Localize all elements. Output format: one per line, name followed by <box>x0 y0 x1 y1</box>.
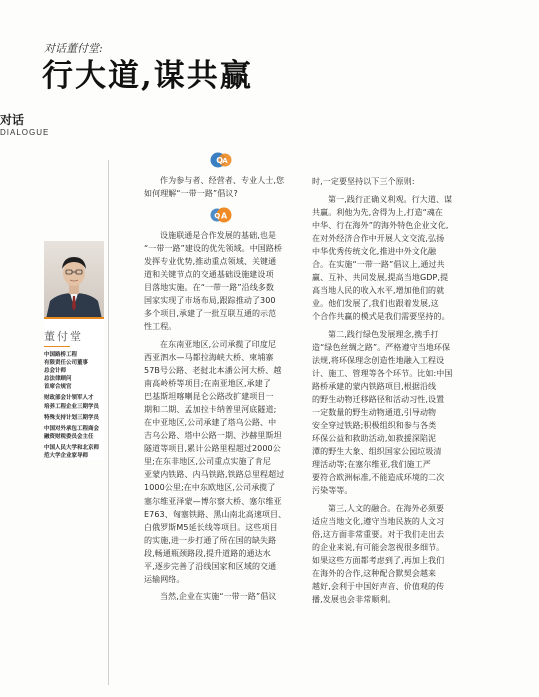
text-line: 业。他们发展了,我们也跟着发展,这 <box>312 298 439 308</box>
answer-text-continued <box>312 175 466 606</box>
text-line: 中华、行在海外”的海外特色企业文化, <box>312 220 449 230</box>
paragraph <box>312 328 466 498</box>
text-line: 隧道等项目,累计公路里程超过2000公 <box>144 444 281 454</box>
text-line: 如何理解“一带一路”倡议? <box>144 189 238 199</box>
article-column-2 <box>312 175 466 606</box>
column-divider <box>108 160 109 685</box>
text-line: 当然,企业在实施“一带一路”倡议 <box>160 592 277 602</box>
text-line: 在对外经济合作中开展人文交流,弘扬 <box>312 233 445 243</box>
answer-text <box>144 229 298 603</box>
text-line: 如果这些方面都考虑到了,再加上我们 <box>312 555 445 565</box>
text-line: 性工程。 <box>144 322 177 332</box>
paragraph <box>144 590 298 603</box>
paragraph <box>312 175 466 188</box>
text-line: 在中亚地区,公司承建了塔乌公路、中 <box>144 418 277 428</box>
text-line: 巴基斯坦喀喇昆仑公路改扩建项目一 <box>144 392 274 402</box>
text-line: 安全穿过铁路;积极组织和参与各类 <box>312 420 437 430</box>
text-line: 越好,会利于中国好声音、价值观的传 <box>312 581 445 591</box>
section-tag <box>0 113 49 138</box>
text-line: 法规,将环保理念创造性地融入工程设 <box>312 355 445 365</box>
svg-text:Q: Q <box>216 156 224 165</box>
text-line: 在海外的合作,这种配合默契会越来 <box>312 568 437 578</box>
paragraph <box>144 229 298 333</box>
profile-title: 总会计师 <box>44 368 67 375</box>
text-line: 平,逐步完善了沿线国家和区域的交通 <box>144 561 277 571</box>
text-line: 里;在东非地区,公司重点实施了肯尼 <box>144 457 271 467</box>
text-line: 个合作共赢的模式是我们需要坚持的。 <box>312 311 450 321</box>
kicker: 对话董付堂: <box>44 42 103 55</box>
profile-name: 董付堂 <box>44 330 83 343</box>
question-text <box>144 174 298 200</box>
profile-title: 有限责任公司董事 <box>44 360 89 367</box>
text-line: 57B号公路、老挝北本潘公河大桥、越 <box>144 366 282 376</box>
section-name-en: DIALOGUE <box>0 128 50 137</box>
text-line: 共赢。利他为先,舍得为上,打造“魂在 <box>312 207 444 217</box>
portrait-photo <box>44 241 104 319</box>
text-line: 国家实现了市场布局,跟踪推动了300 <box>144 296 276 306</box>
text-line: 段,畅通瓶颈路段,提升道路的通达水 <box>144 548 271 558</box>
profile-name-rule <box>44 346 70 347</box>
profile-title: 中国人民大学和北京师 <box>44 444 100 451</box>
text-line: 路桥承建的蒙内铁路项目,根据沿线 <box>312 381 437 391</box>
text-line: 塞尔维亚泽蒙—博尔察大桥、塞尔维亚 <box>144 496 282 506</box>
text-line: 发挥专业优势,推动重点领域、关键通 <box>144 257 277 267</box>
text-line: 运输网络。 <box>144 574 185 584</box>
text-line: 造“绿色丝绸之路”。严格遵守当地环保 <box>312 342 451 352</box>
text-line: 1000公里;在中东欧地区,公司承揽了 <box>144 483 276 493</box>
text-line: 潭的野生大象、组织国家公园垃圾清 <box>312 446 442 456</box>
svg-text:A: A <box>221 211 228 221</box>
text-line: 吉乌公路、塔中公路一期、沙赫里斯坦 <box>144 431 282 441</box>
text-line: 的企业来说,有可能会忽视很多细节。 <box>312 542 445 552</box>
text-line: 污染等等。 <box>312 486 353 496</box>
text-line: 的野生动物迁移路径和活动习性,设置 <box>312 394 445 404</box>
text-line: 白俄罗斯M5延长线等项目。这些项目 <box>144 522 278 532</box>
text-line: 第二,践行绿色发展理念,携手打 <box>328 329 439 339</box>
text-line: 第一,践行正确义利观。行大道、谋 <box>328 194 453 204</box>
text-line: 的实施,进一步打通了所在国的缺失路 <box>144 535 277 545</box>
text-line: 作为参与者、经营者、专业人士,您 <box>160 176 285 185</box>
text-line: 南高岭桥等项目;在南亚地区,承建了 <box>144 379 271 389</box>
profile-title: 首席合规官 <box>44 384 72 391</box>
text-line: 播,发展也会非常顺利。 <box>312 594 396 604</box>
paragraph <box>312 502 466 606</box>
text-line: 计、施工、管理等各个环节。比如:中国 <box>312 368 453 378</box>
profile-title: 特殊支持计划三期学员 <box>44 414 100 421</box>
text-line: 高当地人民的收入水平,增加他们的就 <box>312 285 445 295</box>
text-line: 俗,这方面非常重要。对于我们走出去 <box>312 529 445 539</box>
section-name-cn: 对话 <box>0 113 25 127</box>
svg-text:A: A <box>222 157 228 165</box>
qa-a-icon <box>210 205 232 225</box>
text-line: E763、匈塞铁路、黑山南北高速项目、 <box>144 509 287 519</box>
profile-title: 财政部会计领军人才 <box>44 395 94 402</box>
text-line: 适应当地文化,遵守当地民族的人文习 <box>312 516 445 526</box>
text-line: “一带一路”建设的优先领域。中国路桥 <box>144 244 283 254</box>
text-line: 一定数量的野生动物通道,引导动物 <box>312 407 437 417</box>
text-line: 西亚泗水—马都拉海峡大桥、柬埔寨 <box>144 353 274 363</box>
paragraph <box>144 338 298 586</box>
text-line: 期和二期、孟加拉卡纳普里河底隧道; <box>144 405 277 415</box>
text-line: 多个项目,承建了一批互联互通的示范 <box>144 309 277 319</box>
profile-title: 范大学企业家导师 <box>44 453 89 460</box>
profile-card <box>44 241 104 460</box>
profile-title: 总法律顾问 <box>44 376 72 383</box>
qa-q-icon <box>210 150 232 170</box>
text-line: 中华优秀传统文化,推进中外文化融 <box>312 246 437 256</box>
text-line: 在东南亚地区,公司承揽了印度尼 <box>160 339 277 349</box>
text-line: 要符合欧洲标准,不能造成环境的二次 <box>312 473 445 483</box>
headline: 行大道,谋共赢 <box>42 58 253 94</box>
text-line: 环保公益和救助活动,如救援深陷泥 <box>312 433 437 443</box>
article-column-1 <box>144 156 298 603</box>
text-line: 赢、互补、共同发展,提高当地GDP,提 <box>312 272 449 282</box>
text-line: 第三,人文的融合。在海外必须要 <box>328 503 445 513</box>
text-line: 设施联通是合作发展的基础,也是 <box>160 231 277 241</box>
paragraph <box>312 193 466 323</box>
svg-text:Q: Q <box>214 212 221 221</box>
profile-title: 中国路桥工程 <box>44 352 78 358</box>
profile-title: 融资财税委员会主任 <box>44 433 94 440</box>
text-line: 合。在实施“一带一路”倡议上,通过共 <box>312 259 445 269</box>
text-line: 目落地实施。在“一带一路”沿线多数 <box>144 283 274 293</box>
text-line: 道和关键节点的交通基础设施建设项 <box>144 270 274 280</box>
profile-title: 中国对外承包工程商会 <box>44 425 100 432</box>
text-line: 亚蒙内铁路、内马铁路,铁路总里程超过 <box>144 470 285 480</box>
text-line: 理活动等;在塞尔维亚,我们施工严 <box>312 459 431 469</box>
text-line: 时,一定要坚持以下三个原则: <box>312 177 415 186</box>
profile-title: 培养工程企业三期学员 <box>44 403 100 410</box>
